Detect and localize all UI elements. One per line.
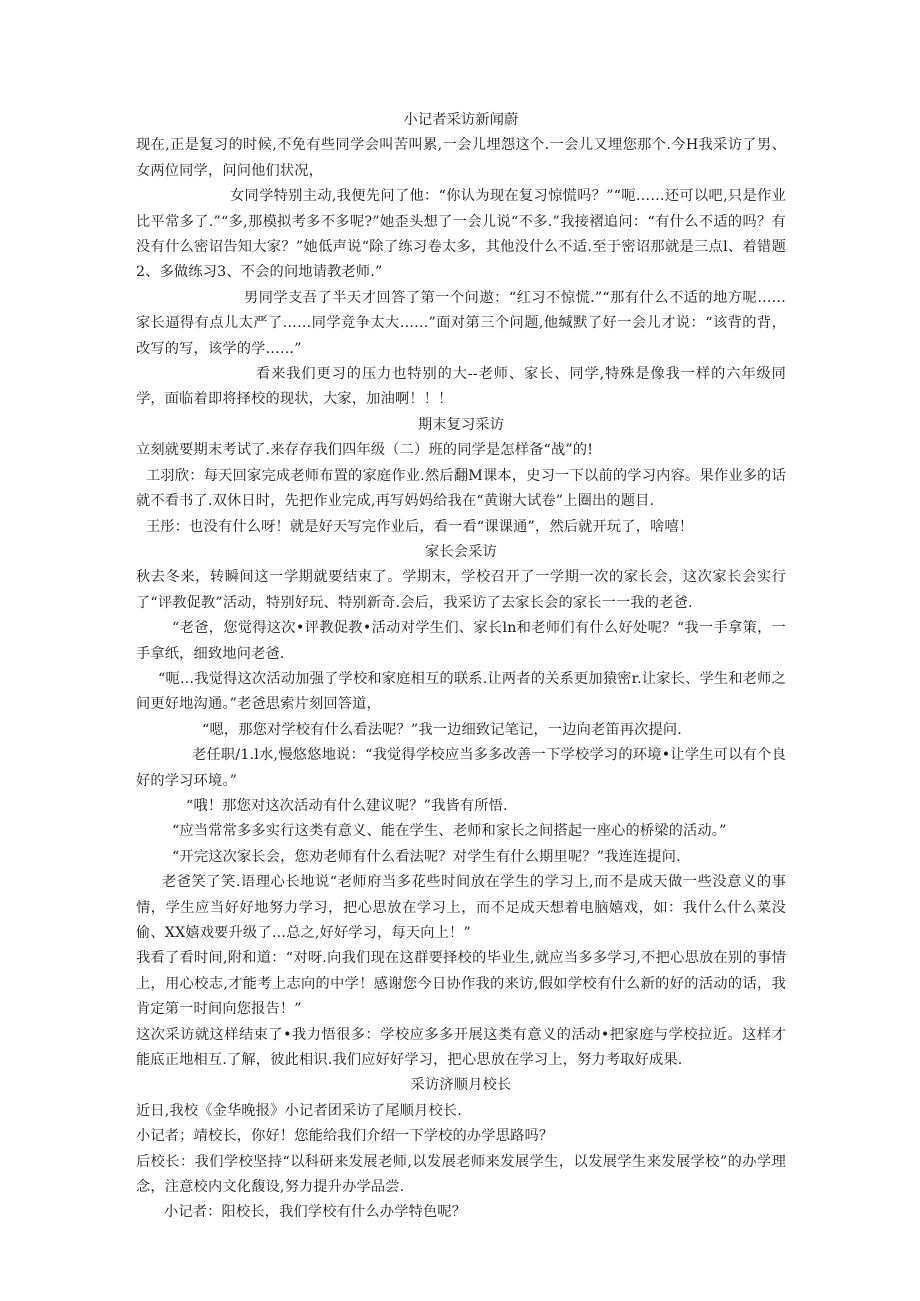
paragraph: 工羽欣：每天回家完成老师布置的家庭作业.然后翻M课本，史习一下以前的学习内容。果作业多的话就不看书了.双休日时，先把作业完成,再写妈妈给我在“黄谢大试卷”上圈出的题目.	[136, 467, 786, 510]
paragraph: 老爸笑了笑.语理心长地说“老师府当多花些时间放在学生的学习上,而不是成天做一些没意义的事情，学生应当好好地努力学习，把心思放在学习上，而不足成天想着电脑嬉戏，如：我什么什么菜没偷、XX嬉戏要升级了…总之,好好学习，每天向上！”	[136, 874, 786, 941]
section-title: 小记者采访新闻蔚	[403, 112, 519, 128]
paragraph: 我看了看时间,附和道：“对呀.向我们现在这群要择校的毕业生,就应当多多学习,不把心思放在别的事情上，用心校志,才能考上志向的中学！感谢您今日协作我的来访,假如学校有什么新的好的活动的话，我肯定第一时间向您报告！”	[136, 950, 786, 1018]
paragraph: 现在,正是复习的时候,不免有些同学会叫苦叫累,一会儿埋怨这个.一会儿又埋您那个.今H我采访了男、女两位同学，问问他们状况，	[136, 137, 786, 179]
paragraph: “老爸，您觉得这次•评教促教•活动对学生们、家长ln和老师们有什么好处呢？“我一手拿策，一手拿纸，细致地问老爸.	[136, 620, 786, 662]
section-title: 家长会采访	[425, 543, 497, 560]
section-title: 期末复习采访	[417, 416, 505, 433]
section-title: 采访济顺月校长	[410, 1077, 512, 1094]
paragraph: 女同学特别主动,我便先问了他：“你认为现在复习惊慌吗？”“呃……还可以吧,只是作业比平常多了.”“多,那模拟考多不多呢?”她歪头想了一会儿说“不多.”我接褶追问：“有什么不适的吗？有没有什么密诏告知大家？”她低声说“除了练习卷太多，其他没什么不适.至于密诏那就是三点l、着错题2、多做练习3、不会的问地请教老师.”	[136, 188, 786, 281]
paragraph: 后校长：我们学校坚持“以科研来发展老师,以发展老师来发展学生，以发展学生来发展学校”的办学理念，注意校内文化馥设,努力提升办学品尝.	[136, 1153, 786, 1196]
paragraph: “嗯，那您对学校有什么看法呢？”我一边细致记笔记，一边向老笛再次提问.	[202, 721, 683, 738]
document-page	[136, 108, 786, 1226]
paragraph: “呃…我觉得这次活动加强了学校和家庭相互的联系.让两者的关系更加猿密r.让家长、学生和老师之间更好地沟通。”老爸思索片刻回答道，	[136, 670, 786, 713]
paragraph: 立刻就要期末考试了.来存存我们四年级（二）班的同学是怎样备“战”的!	[136, 442, 594, 459]
paragraph: 王彤：也没有什么呀！就是好天写完作业后，看一看“课课通”，然后就开玩了，啥嘻！	[146, 518, 694, 535]
paragraph: 近日,我校《金华晚报》小记者团采访了尾顺月校长.	[136, 1102, 462, 1119]
paragraph: 小记者；靖校长，你好！您能给我们介绍一下学校的办学思路吗？	[136, 1128, 554, 1145]
paragraph: 老任职/1.l水,慢悠悠地说：“我觉得学校应当多多改善一下学校学习的环境•让学生可以有个良好的学习环境。”	[136, 747, 786, 789]
paragraph: 小记者：阳校长，我们学校有什么办学特色呢？	[164, 1204, 467, 1221]
paragraph: “应当常常多多实行这类有意义、能在学生、老师和家长之间搭起一座心的桥梁的活动。”	[172, 823, 727, 840]
paragraph: “开完这次家长会，您劝老师有什么看法呢？对学生有什么期里呢？”我连连提问.	[172, 848, 681, 865]
paragraph: 这次采访就这样结束了•我力悟很多：学校应多多开展这类有意义的活动•把家庭与学校拉近。这样才能底正地相互.了解，彼此相识.我们应好好学习，把心思放在学习上，努力考取好成果.	[136, 1026, 786, 1069]
paragraph: “哦！那您对这次活动有什么建议呢？”我皆有所悟.	[186, 797, 508, 814]
paragraph: 看来我们更习的压力也特别的大--老师、家长、同学,特殊是像我一样的六年级同学，面临着即将择校的现状，大家，加油啊！！！	[136, 366, 786, 408]
paragraph: 秋去冬来，转瞬间这一学期就要结束了。学期末，学校召开了一学期一次的家长会，这次家长会实行了“评教促教”活动，特别好玩、特别新奇.会后，我采访了去家长会的家长一一我的老爸.	[136, 569, 786, 611]
paragraph: 男同学支吾了半天才回答了第一个问遨：“红习不惊慌.”“那有什么不适的地方呢……家长逼得有点儿太严了……同学竞争太大……”面对第三个问题,他缄默了好一会儿才说：“该背的背，改写的写，该学的学……”	[136, 289, 787, 357]
